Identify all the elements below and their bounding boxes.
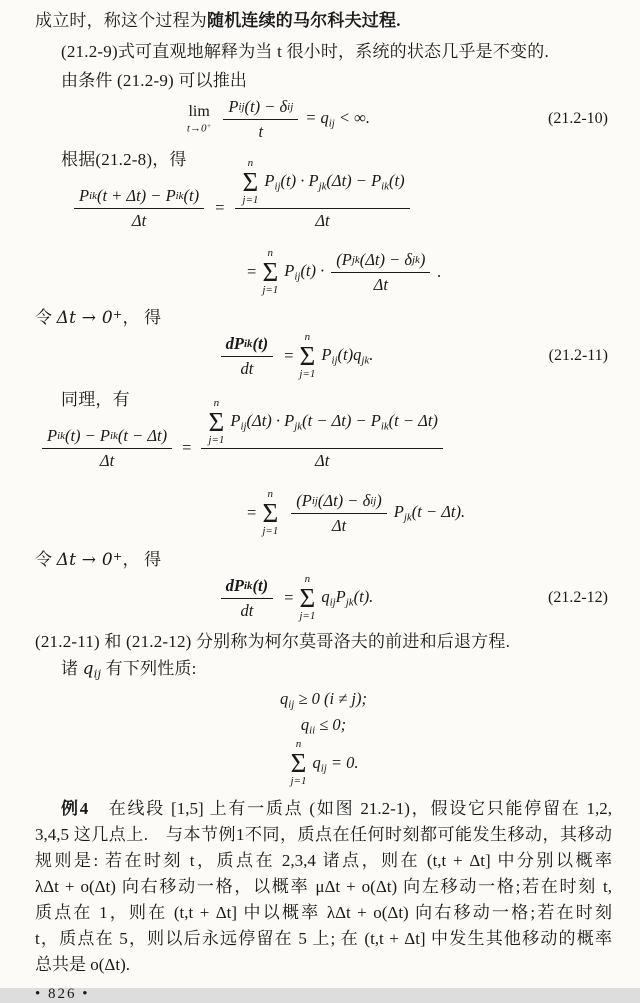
equation-rhs: $q_{ij}P_{jk}(t)$. [321, 587, 374, 609]
paragraph-opening [35, 10, 612, 31]
example-line: t，质点在 5，则以后永远停留在 5 上; 在 (t,t + Δt] 中发生其他移动的概率 [35, 929, 612, 949]
opening-text: 成立时，称这个过程为 [35, 11, 207, 30]
summation: n Σ j=1 [290, 738, 307, 788]
paragraph-similarly: 同理，有 [61, 390, 130, 410]
sigma-symbol: Σ [299, 341, 316, 372]
summation: n Σ j=1 [299, 573, 316, 623]
example-line: 规则是: 若在时刻 t，质点在 2,3,4 诸点，则在 (t,t + Δt] 中分别以概率 [35, 851, 612, 871]
sigma-symbol: Σ [208, 406, 225, 437]
markov-term-bold: 随机连续的马尔科夫过程. [207, 11, 401, 30]
paragraph-explain: (21.2-9)式可直观地解释为当 t 很小时，系统的状态几乎是不变的. [61, 42, 549, 61]
lhs-fraction: dP ik (t) dt [221, 576, 273, 621]
lhs-fraction: dP ik (t) dt [221, 334, 273, 379]
equation-number: (21.2-10) [548, 110, 608, 127]
summation: n Σ j=1 [208, 396, 225, 446]
example-paragraph [35, 796, 612, 978]
equation-number: (21.2-12) [548, 589, 608, 607]
paragraph-let-dt-2: 令 Δt → 0+， 得 [35, 550, 162, 571]
example-line: 总共是 o(Δt). [35, 955, 130, 975]
sigma-symbol: Σ [242, 166, 259, 197]
equation-rhs: = $q_{ij}$ < ∞. [305, 108, 371, 130]
sigma-symbol: Σ [262, 498, 279, 529]
lhs-fraction: P ik (t) − P ik (t − Δt) Δt [42, 426, 172, 471]
paragraph-according: 根据(21.2-8)，得 [61, 150, 187, 169]
rhs-fraction: n Σ j=1 $P_{ij}(t) \cdot P_{jk}(\Delta t) - P_{ik}(t)$ Δt [235, 158, 409, 231]
example-line: 质点在 1，则在 (t,t + Δt] 中以概率 λΔt + o(Δt) 向右移动一格;若在时刻 [35, 903, 612, 923]
rhs-fraction: n Σ j=1 $P_{ij}(\Delta t) \cdot P_{jk}(t - \Delta t) - P_{ik}(t - \Delta t)$ Δt [201, 398, 443, 471]
paragraph-derive: 由条件 (21.2-9) 可以推出 [61, 71, 248, 90]
summation: n Σ j=1 [242, 156, 259, 206]
equation-21-2-12 [35, 573, 612, 623]
q-property-2: $q_{ii} \le 0$; [300, 714, 347, 737]
paragraph-let-dt-1: 令 Δt → 0+， 得 [35, 308, 162, 329]
equation-tail: $P_{jk}(t - \Delta t)$. [393, 502, 466, 524]
equation-21-2-10 [35, 95, 612, 143]
example-line: 3,4,5 这几点上. 与本节例1不同，质点在任何时刻都可能发生移动，其移动 [35, 825, 612, 845]
page-number: • 826 • [35, 986, 90, 1003]
sigma-symbol: Σ [299, 583, 316, 614]
period: . [437, 262, 442, 281]
summation: n Σ j=1 [262, 488, 279, 538]
equals-sign: = [182, 438, 192, 458]
fraction: (P jk (Δt) − δ jk ) Δt [331, 250, 430, 295]
sigma-symbol: Σ [262, 257, 279, 287]
sigma-symbol: Σ [290, 748, 307, 779]
summation: n Σ j=1 [299, 331, 316, 381]
fraction: (P ij (Δt) − δ ij ) Δt [291, 491, 386, 536]
paragraph-q-properties-intro: 诸 $q_{ij}$ 有下列性质: [61, 659, 197, 681]
fraction: P ij (t) − δ ij t [223, 97, 298, 142]
equals-sign: = [284, 346, 294, 366]
q-property-3: n Σ j=1 $q_{ij} = 0$. [290, 738, 359, 788]
paragraph-kolmogorov-names: (21.2-11) 和 (21.2-12) 分别称为柯尔莫哥洛夫的前进和后退方程. [35, 632, 511, 652]
lhs-fraction: P ik (t + Δt) − P ik (t) Δt [74, 186, 204, 231]
example-line: λΔt + o(Δt) 向右移动一格，以概率 μΔt + o(Δt) 向左移动一格;若在时刻 t, [35, 877, 612, 897]
equals-sign: = [247, 503, 257, 523]
equation-21-2-11 [35, 331, 612, 381]
equals-sign: = [215, 198, 225, 217]
example-label: 例4 [61, 799, 89, 819]
equation-rhs: $P_{ij}(t)q_{jk}$. [321, 345, 374, 367]
q-property-1: $q_{ij} \ge 0$ (i ≠ j); [280, 688, 367, 711]
equals-sign: = [284, 588, 294, 608]
q-properties-block [35, 684, 612, 788]
equation-number: (21.2-11) [548, 347, 608, 365]
equals-sign: = [247, 262, 257, 281]
equation-chapman-line2: = n Σ j=1 $P_{ij}(t)$ · (P jk (Δt) − δ jk ) Δt . [247, 247, 442, 296]
example-line: 例4 在线段 [1,5] 上有一质点 (如图 21.2-1)，假设它只能停留在 1,2, [61, 799, 613, 819]
equation-backward-line2 [247, 486, 612, 540]
limit-operator: lim t→0+ [186, 102, 212, 135]
summation: n Σ j=1 [262, 247, 279, 296]
